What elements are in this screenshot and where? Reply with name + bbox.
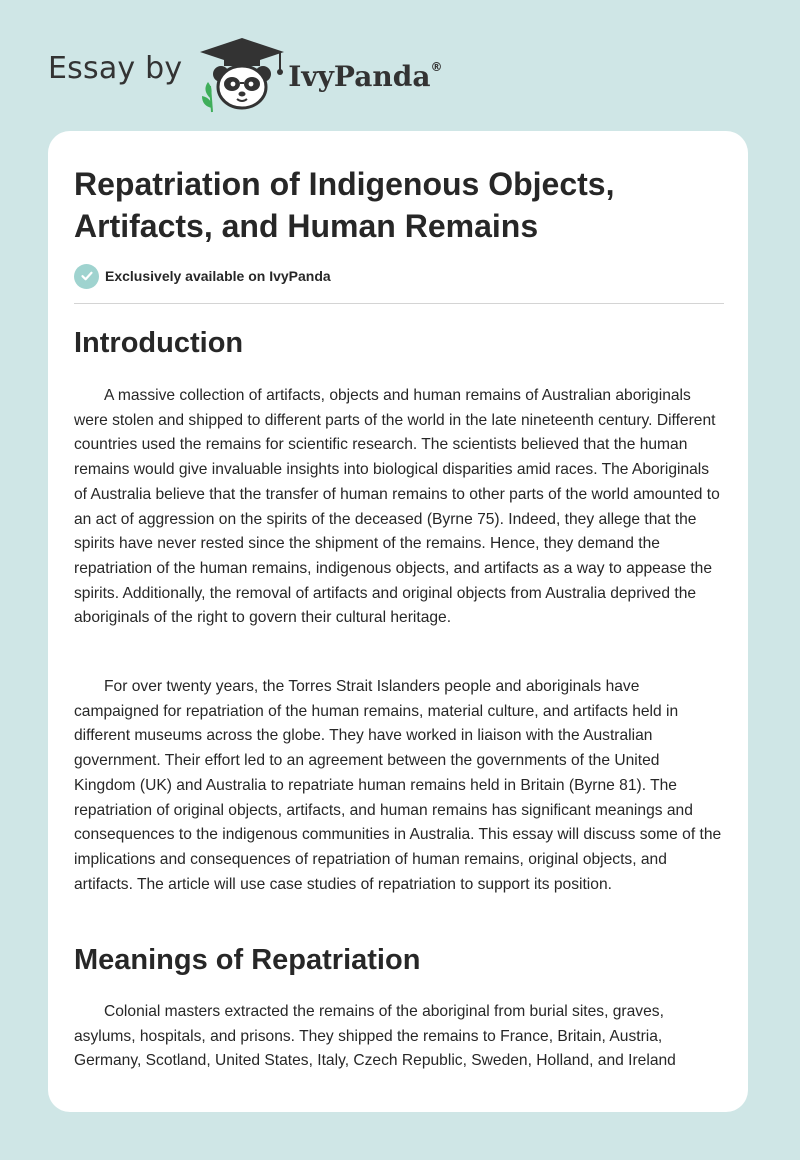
- title-divider: [74, 303, 724, 304]
- check-icon: [74, 264, 99, 289]
- essay-title: Repatriation of Indigenous Objects, Artifacts, and Human Remains: [74, 166, 615, 244]
- exclusive-badge: [74, 263, 331, 289]
- section-heading-meanings: Meanings of Repatriation: [74, 944, 421, 976]
- badge-text: Exclusively available on IvyPanda: [105, 268, 331, 284]
- paragraph: A massive collection of artifacts, objects and human remains of Australian aboriginals were stolen and shipped to different parts of the world in the late nineteenth century. Different countries used the remains for scientific research. The scientists believed that the human remains would give invaluable insights into biological disparities amid races. The Aboriginals of Australia believe that the transfer of human remains to other parts of the world amounted to an act of aggression on the spirits of the deceased (Byrne 75). Indeed, they allege that the spirits have never rested since the shipment of the remains. Hence, they demand the repatriation of the human remains, indigenous objects, and artifacts as a way to appease the spirits. Additionally, the removal of artifacts and original objects from Australia deprived the aboriginals of the right to govern their cultural heritage.: [74, 387, 720, 627]
- brand-prefix: Essay by: [48, 50, 183, 86]
- essay-card: [48, 131, 748, 1112]
- panda-logo-icon[interactable]: [196, 34, 288, 114]
- paragraph: For over twenty years, the Torres Strait Islanders people and aboriginals have campaigned for repatriation of the human remains, material culture, and artifacts held in different museums across the globe. They have worked in liaison with the Australian government. Their effort led to an agreement between the governments of the United Kingdom (UK) and Australia to repatriate human remains held in Britain (Byrne 81). The repatriation of original objects, artifacts, and human remains has significant meanings and consequences to the indigenous communities in Australia. This essay will discuss some of the implications and consequences of repatriation of human remains, original objects, and artifacts. The article will use case studies of repatriation to support its position.: [74, 678, 722, 893]
- brand-name[interactable]: IvyPanda®: [288, 59, 443, 93]
- registered-mark: ®: [430, 60, 443, 75]
- section-heading-introduction: Introduction: [74, 327, 244, 359]
- paragraph: Colonial masters extracted the remains of the aboriginal from burial sites, graves, asylums, hospitals, and prisons. They shipped the remains to France, Britain, Austria, Germany, Scotland, United States, Italy, Czech Republic, Sweden, Holland, and Ireland: [74, 1003, 676, 1070]
- site-header: [48, 34, 442, 114]
